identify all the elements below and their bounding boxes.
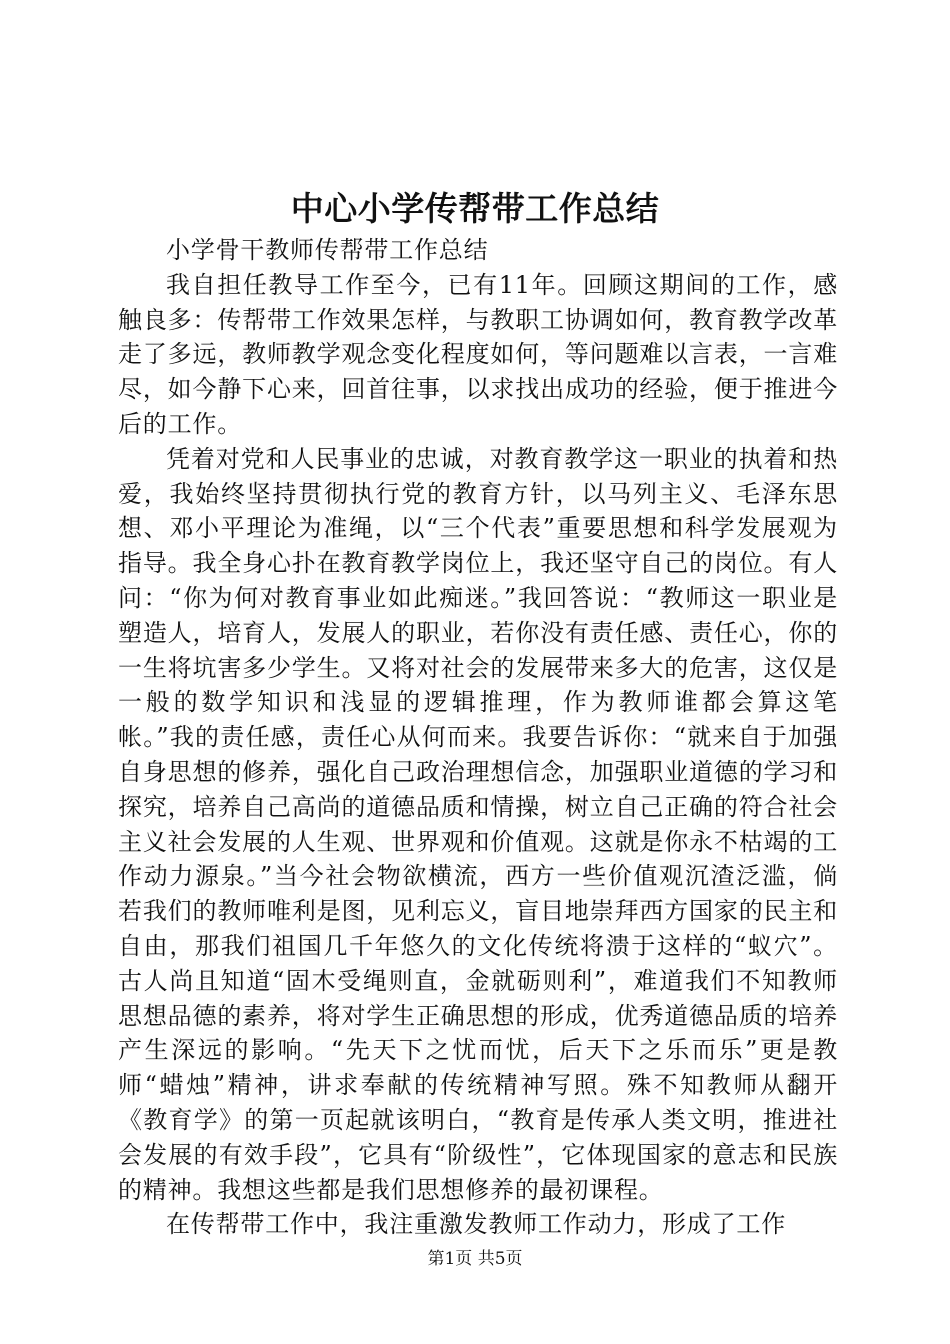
paragraph-subtitle: 小学骨干教师传帮带工作总结: [166, 236, 489, 264]
paragraph-intro: 我自担任教导工作至今，已有11年。回顾这期间的工作，感触良多：传帮带工作效果怎样，与教职工协调如何，教育教学改革走了多远，教师教学观念变化程度如何，等问题难以言表，一言难尽，如今静下心来，回首往事，以求找出成功的经验，便于推进今后的工作。: [118, 270, 838, 438]
paragraph-continued: 在传帮带工作中，我注重激发教师工作动力，形成了工作: [166, 1210, 786, 1239]
document-title: 中心小学传帮带工作总结: [290, 189, 660, 228]
page-footer: 第1页 共5页: [427, 1249, 523, 1269]
paragraph-main: 凭着对党和人民事业的忠诚，对教育教学这一职业的执着和热爱，我始终坚持贯彻执行党的教育方针，以马列主义、毛泽东思想、邓小平理论为准绳，以“三个代表”重要思想和科学发展观为指导。我全身心扑在教育教学岗位上，我还坚守自己的岗位。有人问：“你为何对教育事业如此痴迷。”我回答说：“教师这一职业是塑造人，培育人，发展人的职业，若你没有责任感、责任心，你的一生将坑害多少学生。又将对社会的发展带来多大的危害，这仅是一般的数学知识和浅显的逻辑推理，作为教师谁都会算这笔帐。”我的责任感，责任心从何而来。我要告诉你：“就来自于加强自身思想的修养，强化自己政治理想信念，加强职业道德的学习和探究，培养自己高尚的道德品质和情操，树立自己正确的符合社会主义社会发展的人生观、世界观和价值观。这就是你永不枯竭的工作动力源泉。”当今社会物欲横流，西方一些价值观沉渣泛滥，倘若我们的教师唯利是图，见利忘义，盲目地崇拜西方国家的民主和自由，那我们祖国几千年悠久的文化传统将溃于这样的“蚁穴”。古人尚且知道“固木受绳则直，金就砺则利”，难道我们不知教师思想品德的素养，将对学生正确思想的形成，优秀道德品质的培养产生深远的影响。“先天下之忧而忧，后天下之乐而乐”更是教师“蜡烛”精神，讲求奉献的传统精神写照。殊不知教师从翻开《教育学》的第一页起就该明白，“教育是传承人类文明，推进社会发展的有效手段”，它具有“阶级性”，它体现国家的意志和民族的精神。我想这些都是我们思想修养的最初课程。: [118, 444, 838, 1204]
document-body: [118, 233, 838, 1242]
